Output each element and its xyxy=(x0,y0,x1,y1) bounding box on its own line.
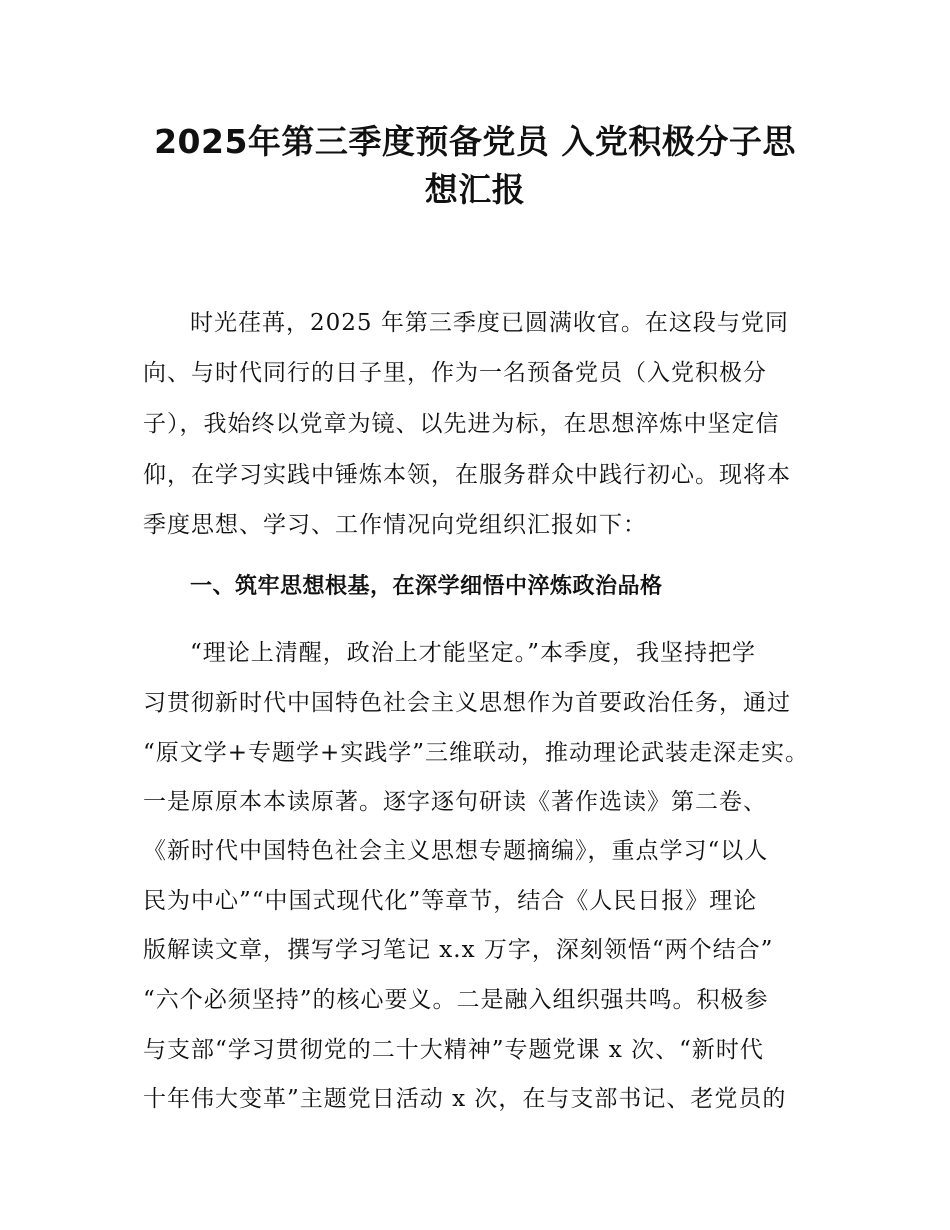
paragraph-1-line-5: 季度思想、学习、工作情况向党组织汇报如下： xyxy=(143,512,647,538)
paragraph-2-line-9: 与支部“学习贯彻党的二十大精神”专题党课 x 次、“新时代 xyxy=(143,1037,764,1063)
section-1-heading: 一、筑牢思想根基，在深学细悟中淬炼政治品格 xyxy=(190,574,663,599)
paragraph-2-line-4: 一是原原本本读原著。逐字逐句研读《著作选读》第二卷、 xyxy=(143,789,767,815)
title-line-1: 2025年第三季度预备党员 入党积极分子思 xyxy=(154,122,796,161)
paragraph-1-line-2: 向、与时代同行的日子里，作为一名预备党员（入党积极分 xyxy=(143,360,767,386)
paragraph-2-line-10: 十年伟大变革”主题党日活动 x 次，在与支部书记、老党员的 xyxy=(143,1086,787,1112)
paragraph-2-line-5: 《新时代中国特色社会主义思想专题摘编》，重点学习“以人 xyxy=(143,838,769,864)
paragraph-2-line-2: 习贯彻新时代中国特色社会主义思想作为首要政治任务，通过 xyxy=(143,690,791,716)
paragraph-1-line-3: 子），我始终以党章为镜、以先进为标，在思想淬炼中坚定信 xyxy=(143,411,780,437)
paragraph-1-line-1: 时光荏苒，2025 年第三季度已圆满收官。在这段与党同 xyxy=(190,310,789,336)
paragraph-2-line-1: “理论上清醒，政治上才能坚定。”本季度，我坚持把学 xyxy=(190,640,757,666)
document-title xyxy=(140,118,810,214)
title-line-2: 想汇报 xyxy=(424,170,526,209)
paragraph-2-line-3: “原文学+专题学+实践学”三维联动，推动理论武装走深走实。 xyxy=(143,740,810,766)
paragraph-2-line-8: “六个必须坚持”的核心要义。二是融入组织强共鸣。积极参 xyxy=(143,987,769,1013)
paragraph-2-line-7: 版解读文章，撰写学习笔记 x.x 万字，深刻领悟“两个结合” xyxy=(143,937,774,963)
paragraph-2-line-6: 民为中心”“中国式现代化”等章节，结合《人民日报》理论 xyxy=(143,888,758,914)
paragraph-1-line-4: 仰，在学习实践中锤炼本领，在服务群众中践行初心。现将本 xyxy=(143,462,791,488)
